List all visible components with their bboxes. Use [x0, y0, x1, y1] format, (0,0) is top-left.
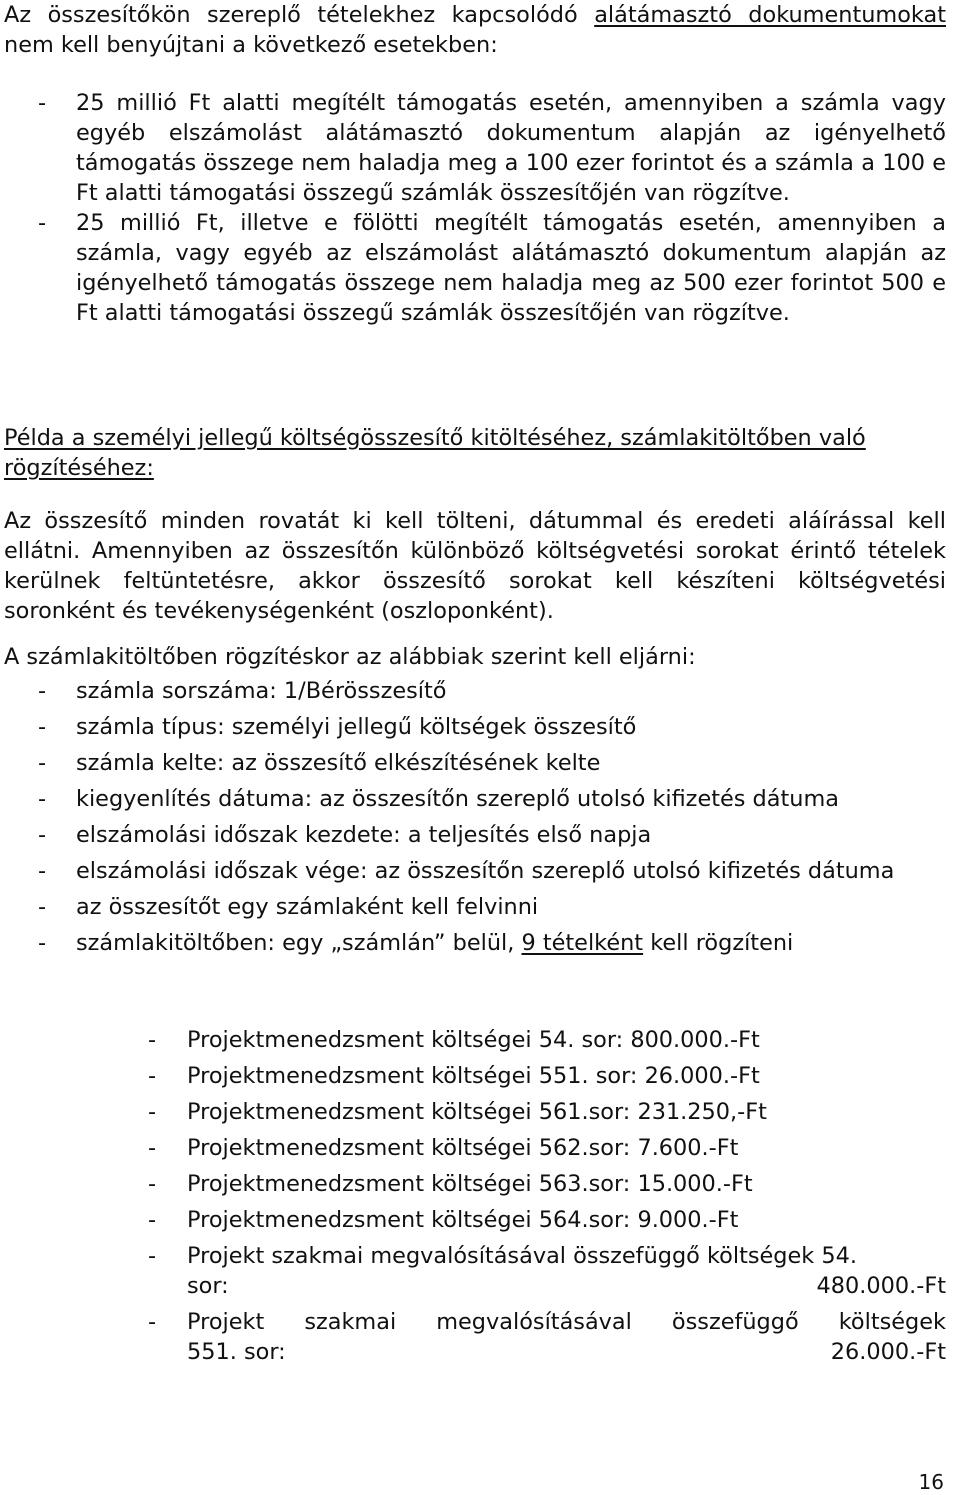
item-row: [4, 1205, 946, 1235]
item-text: Projektmenedzsment költségei 562.sor: 7.600.-Ft: [187, 1135, 739, 1161]
item-text: Projektmenedzsment költségei 551. sor: 26.000.-Ft: [187, 1063, 760, 1089]
item-line2: [187, 1271, 946, 1301]
dash-marker: -: [38, 786, 47, 812]
rule-text-underlined: 9 tételként: [521, 930, 644, 956]
rule-text: az összesítőt egy számlaként kell felvinni: [76, 894, 539, 920]
dash-marker: -: [148, 1135, 157, 1161]
item-list: [4, 1025, 946, 1367]
item-row: [4, 1025, 946, 1055]
dash-marker: -: [38, 750, 47, 776]
case-list: [4, 88, 946, 328]
item-line2-right: 26.000.-Ft: [830, 1339, 946, 1365]
case-item: [4, 88, 946, 208]
dash-marker: -: [148, 1099, 157, 1125]
case-item: [4, 208, 946, 328]
rule-item: [4, 856, 946, 886]
case-text: 25 millió Ft, illetve e fölötti megítélt támogatás esetén, amennyiben a számla, vagy egyéb az elszámolást alátámasztó dokumentum alapján az igényelhető támogatás összege nem haladja meg az 500 ezer forintot 500 e Ft alatti támogatási összegű számlák összesítőjén van rögzítve.: [76, 210, 946, 326]
item-line2-left: 551. sor:: [187, 1339, 286, 1365]
rule-item: [4, 784, 946, 814]
rule-text: számla sorszáma: 1/Bérösszesítő: [76, 678, 447, 704]
intro-paragraph: [4, 0, 946, 60]
example-heading: Példa a személyi jellegű költségösszesítő kitöltéséhez, számlakitöltőben való rögzítéséhez:: [4, 425, 866, 481]
dash-marker: -: [38, 678, 47, 704]
dash-marker: -: [38, 930, 47, 956]
dash-marker: -: [148, 1063, 157, 1089]
rule-text: számla kelte: az összesítő elkészítésének kelte: [76, 750, 601, 776]
item-row-split: [4, 1241, 946, 1301]
item-text: Projektmenedzsment költségei 564.sor: 9.000.-Ft: [187, 1207, 739, 1233]
item-line1: [148, 1241, 946, 1271]
dash-marker: -: [38, 210, 47, 236]
intro-tail: nem kell benyújtani a következő esetekben:: [4, 32, 498, 58]
item-line1: [148, 1307, 946, 1337]
rule-text: elszámolási időszak kezdete: a teljesítés első napja: [76, 822, 652, 848]
dash-marker: -: [38, 894, 47, 920]
dash-marker: -: [148, 1243, 157, 1269]
rule-text-tail: kell rögzíteni: [643, 930, 794, 956]
rule-text: elszámolási időszak vége: az összesítőn szereplő utolsó kifizetés dátuma: [76, 858, 895, 884]
item-line2-right: 480.000.-Ft: [816, 1273, 946, 1299]
item-text: Projektmenedzsment költségei 561.sor: 231.250,-Ft: [187, 1099, 767, 1125]
item-text: Projekt szakmai megvalósításával összefüggő költségek: [187, 1309, 946, 1335]
case-text: 25 millió Ft alatti megítélt támogatás esetén, amennyiben a számla vagy egyéb elszámolást alátámasztó dokumentum alapján az igényelhető támogatás összege nem haladja meg a 100 ezer forintot és a számla a 100 e Ft alatti támogatási összegű számlák összesítőjén van rögzítve.: [76, 90, 946, 206]
dash-marker: -: [148, 1171, 157, 1197]
intro-lead: Az összesítőkön szereplő tételekhez kapcsolódó: [4, 2, 595, 28]
dash-marker: -: [38, 714, 47, 740]
rules-intro: A számlakitöltőben rögzítéskor az alábbiak szerint kell eljárni:: [4, 644, 696, 670]
item-line2-left: sor:: [187, 1273, 229, 1299]
page-number: 16: [918, 1470, 944, 1494]
rule-item: [4, 676, 946, 706]
dash-marker: -: [38, 822, 47, 848]
rule-item: [4, 712, 946, 742]
dash-marker: -: [148, 1027, 157, 1053]
rule-item: [4, 748, 946, 778]
rules-list: [4, 676, 946, 964]
rule-text: kiegyenlítés dátuma: az összesítőn szereplő utolsó kifizetés dátuma: [76, 786, 839, 812]
item-text: Projektmenedzsment költségei 54. sor: 800.000.-Ft: [187, 1027, 760, 1053]
rule-item-last: [4, 928, 946, 958]
intro-underlined: alátámasztó dokumentumokat: [594, 2, 946, 28]
item-text: Projektmenedzsment költségei 563.sor: 15.000.-Ft: [187, 1171, 753, 1197]
item-row: [4, 1169, 946, 1199]
item-row: [4, 1061, 946, 1091]
item-row: [4, 1097, 946, 1127]
dash-marker: -: [148, 1207, 157, 1233]
rule-item: [4, 892, 946, 922]
item-line2: [187, 1337, 946, 1367]
dash-marker: -: [148, 1309, 157, 1335]
item-row: [4, 1133, 946, 1163]
rule-text: számla típus: személyi jellegű költségek összesítő: [76, 714, 637, 740]
item-row-split: [4, 1307, 946, 1367]
dash-marker: -: [38, 858, 47, 884]
item-text: Projekt szakmai megvalósításával összefüggő költségek 54.: [187, 1243, 857, 1269]
dash-marker: -: [38, 90, 47, 116]
rule-text-lead: számlakitöltőben: egy „számlán” belül,: [76, 930, 522, 956]
instruction-paragraph: Az összesítő minden rovatát ki kell tölteni, dátummal és eredeti aláírással kell ellátni. Amennyiben az összesítőn különböző költségvetési sorokat érintő tételek kerülnek feltüntetésre, akkor összesítő sorokat kell készíteni költségvetési soronként és tevékenységenként (oszloponként).: [4, 508, 946, 624]
rule-item: [4, 820, 946, 850]
